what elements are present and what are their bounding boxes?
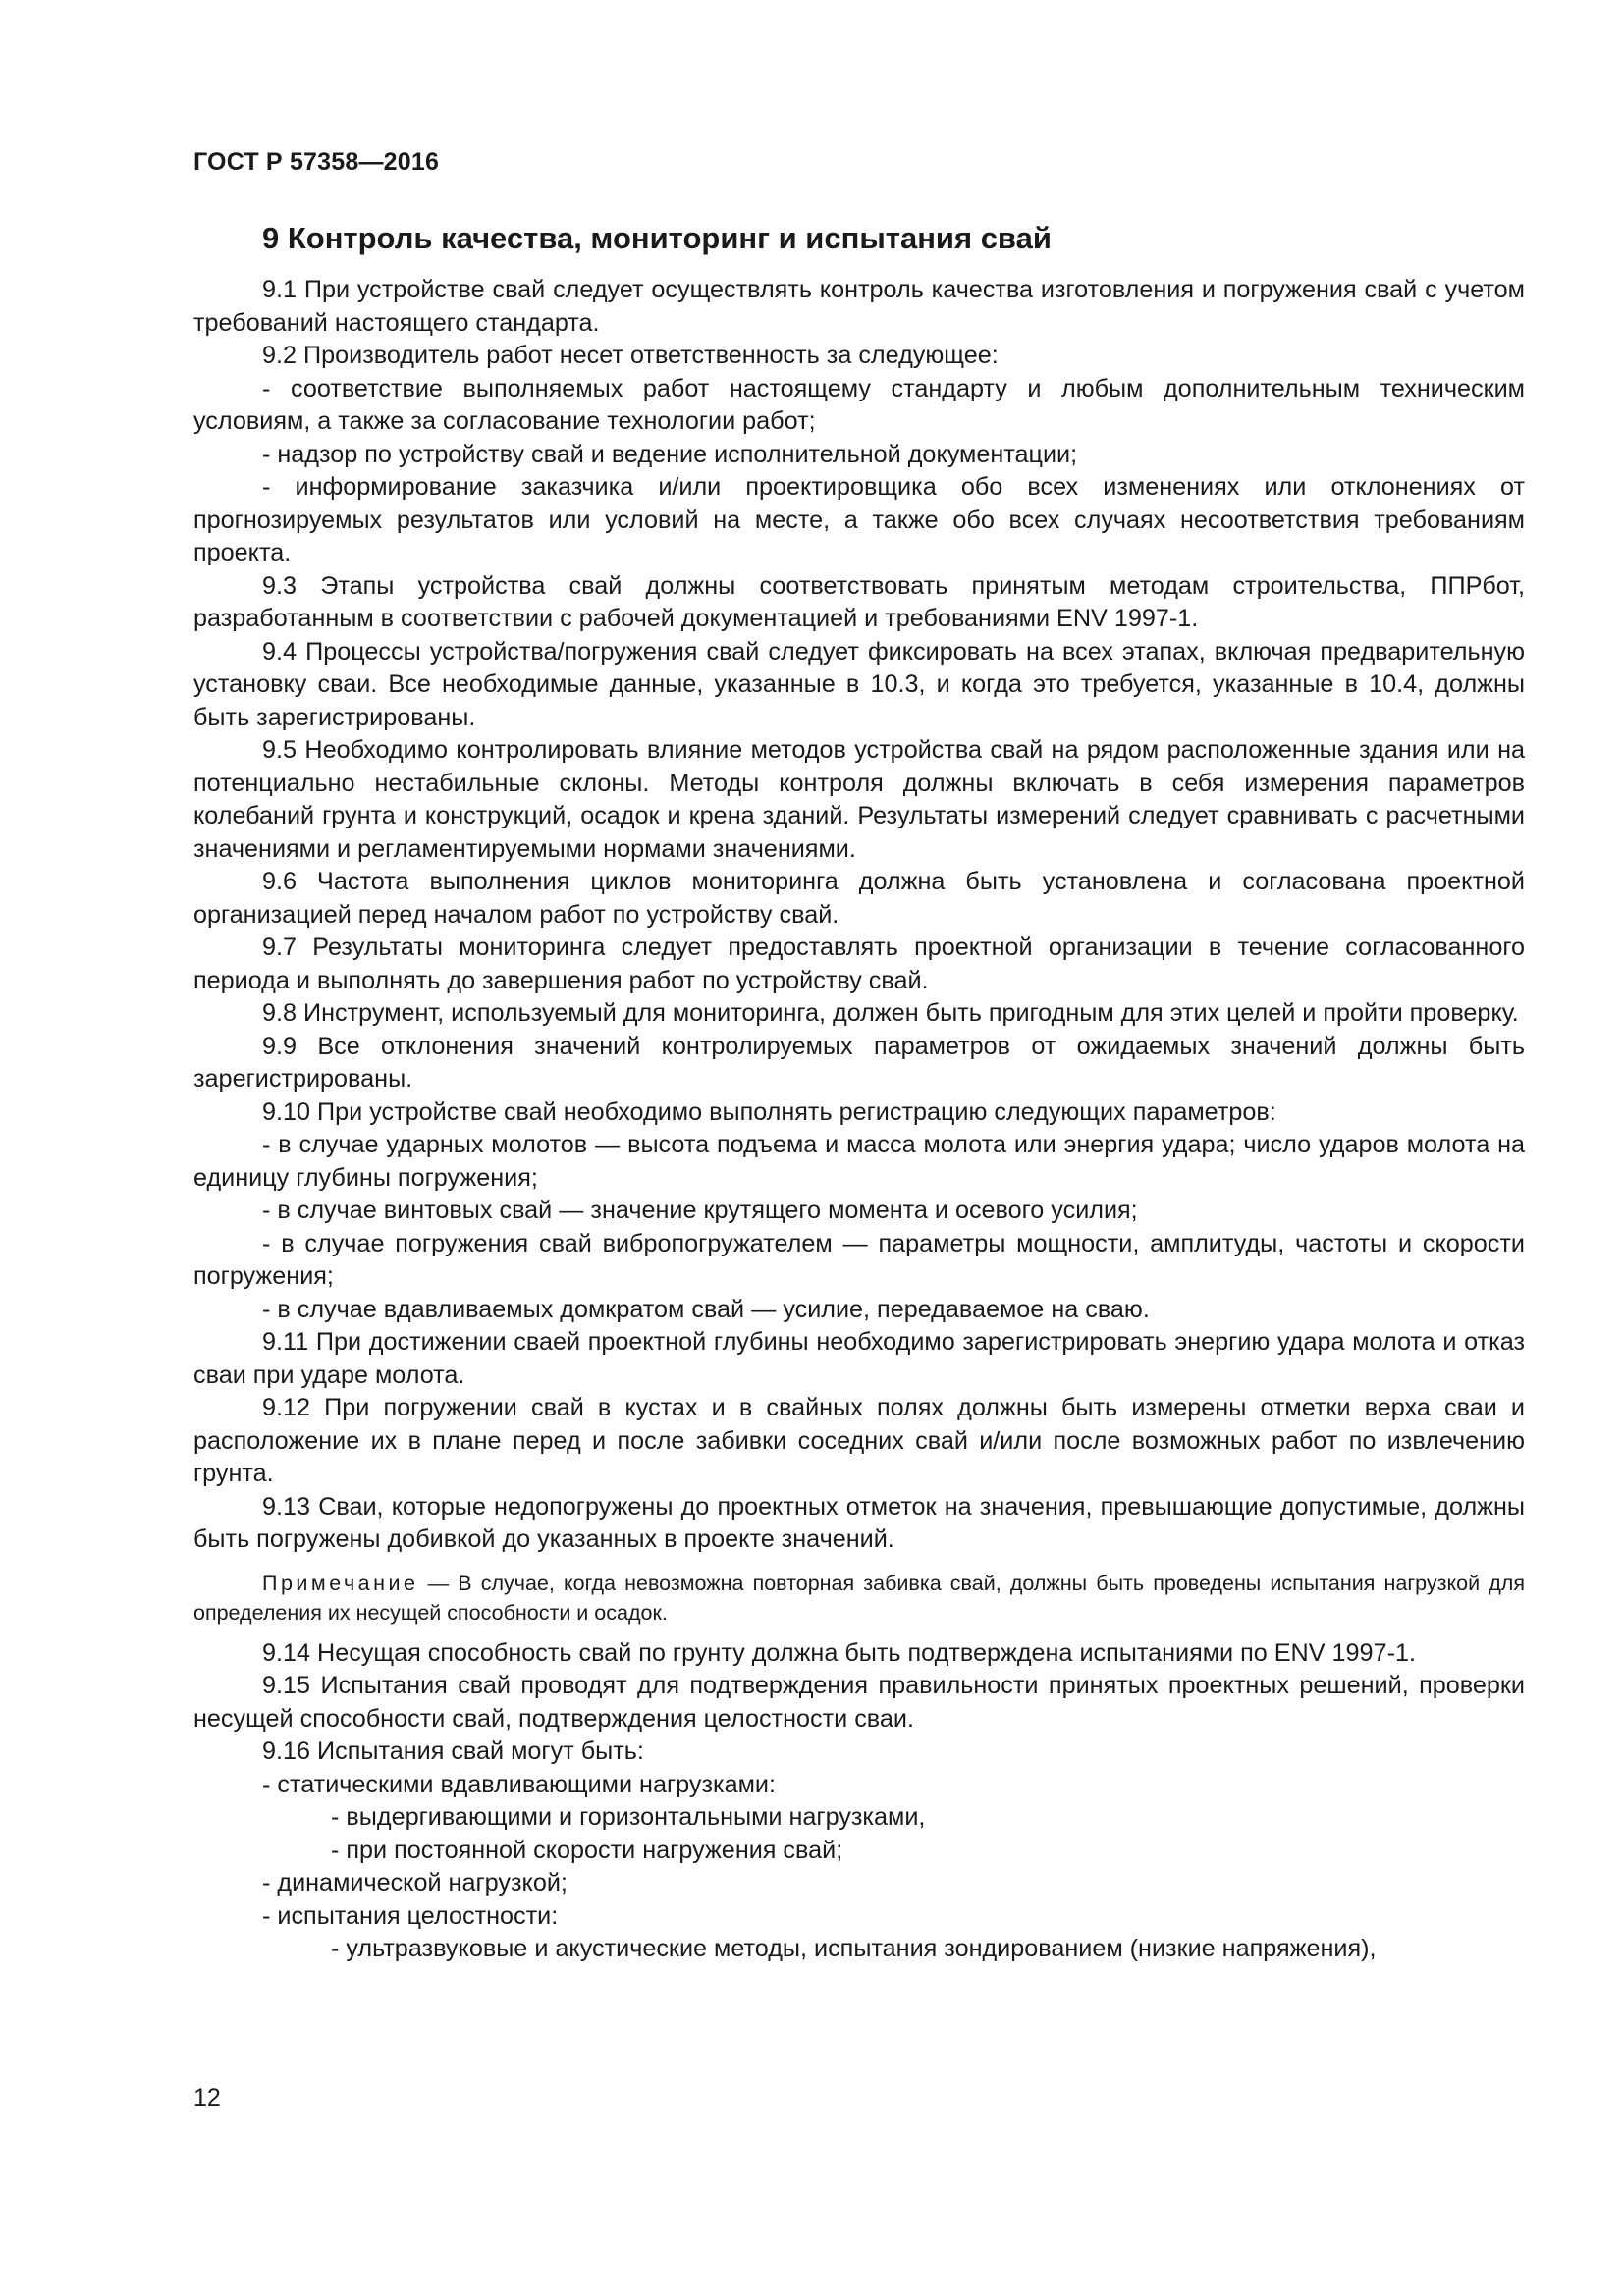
paragraph-9-1: 9.1 При устройстве свай следует осуществлять контроль качества изготовления и погружения свай с учетом требований настоящего стандарта. <box>193 276 1525 337</box>
note-text: — В случае, когда невозможна повторная забивка свай, должны быть проведены испытания нагрузкой для определения их несущей способности и осадок. <box>193 1571 1525 1625</box>
paragraph-9-4: 9.4 Процессы устройства/погружения свай следует фиксировать на всех этапах, включая предварительную установку сваи. Все необходимые данные, указанные в 10.3, и когда это требуется, указанные в 10.4, должны быть зарегистрированы. <box>193 637 1525 731</box>
list-subitem: - ультразвуковые и акустические методы, испытания зондированием (низкие напряжения), <box>331 1935 1377 1962</box>
paragraph-9-7: 9.7 Результаты мониторинга следует предоставлять проектной организации в течение согласованного периода и выполнять до завершения работ по устройству свай. <box>193 934 1525 994</box>
paragraph-9-12: 9.12 При погружении свай в кустах и в свайных полях должны быть измерены отметки верха сваи и расположение их в плане перед и после забивки соседних свай и/или после возможных работ по извлечению грунта. <box>193 1394 1525 1487</box>
list-item: - надзор по устройству свай и ведение исполнительной документации; <box>262 440 1078 468</box>
paragraph-9-10: 9.10 При устройстве свай необходимо выполнять регистрацию следующих параметров: <box>262 1097 1276 1126</box>
paragraph-9-8: 9.8 Инструмент, используемый для мониторинга, должен быть пригодным для этих целей и пройти проверку. <box>262 999 1519 1027</box>
list-item: - информирование заказчика и/или проектировщика обо всех изменениях или отклонениях от прогнозируемых результатов или условий на месте, а также обо всех случаях несоответствия требованиям проекта. <box>193 473 1525 566</box>
paragraph-9-2: 9.2 Производитель работ несет ответственность за следующее: <box>262 342 999 369</box>
paragraph-9-5: 9.5 Необходимо контролировать влияние методов устройства свай на рядом расположенные здания или на потенциально нестабильные склоны. Методы контроля должны включать в себя измерения параметров колебаний грунта и конструкций, осадок и крена зданий. Результаты измерений следует сравнивать с расчетными значениями и регламентируемыми нормами значениями. <box>193 736 1525 863</box>
paragraph-9-11: 9.11 При достижении сваей проектной глубины необходимо зарегистрировать энергию удара молота и отказ сваи при ударе молота. <box>193 1328 1525 1389</box>
list-item: - в случае ударных молотов — высота подъема и масса молота или энергия удара; число ударов молота на единицу глубины погружения; <box>193 1131 1525 1192</box>
list-item: - статическими вдавливающими нагрузками: <box>262 1770 776 1798</box>
paragraph-9-16: 9.16 Испытания свай могут быть: <box>262 1737 644 1765</box>
section-body <box>193 274 1525 1966</box>
list-subitem: - выдергивающими и горизонтальными нагрузками, <box>331 1803 926 1831</box>
list-item: - в случае вдавливаемых домкратом свай — усилие, передаваемое на сваю. <box>262 1295 1150 1323</box>
list-item: - соответствие выполняемых работ настоящему стандарту и любым дополнительным техническим условиям, а также за согласование технологии работ; <box>193 374 1525 435</box>
note <box>193 1569 1525 1628</box>
paragraph-9-3: 9.3 Этапы устройства свай должны соответствовать принятым методам строительства, ППРбот, разработанным в соответствии с рабочей документацией и требованиями ENV 1997-1. <box>193 571 1525 632</box>
paragraph-9-14: 9.14 Несущая способность свай по грунту должна быть подтверждена испытаниями по ENV 1997-1. <box>262 1638 1416 1667</box>
paragraph-9-15: 9.15 Испытания свай проводят для подтверждения правильности принятых проектных решений, проверки несущей способности свай, подтверждения целостности сваи. <box>193 1672 1525 1733</box>
list-item: - испытания целостности: <box>262 1901 559 1930</box>
document-page <box>193 147 1525 1966</box>
list-item: - динамической нагрузкой; <box>262 1869 568 1896</box>
list-item: - в случае винтовых свай — значение крутящего момента и осевого усилия; <box>262 1197 1138 1224</box>
paragraph-9-6: 9.6 Частота выполнения циклов мониторинга должна быть установлена и согласована проектной организацией перед началом работ по устройству свай. <box>193 868 1525 929</box>
list-item: - в случае погружения свай вибропогружателем — параметры мощности, амплитуды, частоты и скорости погружения; <box>193 1229 1525 1290</box>
list-subitem: - при постоянной скорости нагружения свай; <box>331 1836 843 1864</box>
page-number: 12 <box>193 2084 221 2111</box>
note-label: Примечание <box>262 1571 419 1595</box>
section-title: 9 Контроль качества, мониторинг и испытания свай <box>262 221 1052 255</box>
paragraph-9-13: 9.13 Сваи, которые недопогружены до проектных отметок на значения, превышающие допустимые, должны быть погружены добивкой до указанных в проекте значений. <box>193 1492 1525 1553</box>
document-code: ГОСТ Р 57358—2016 <box>193 148 440 176</box>
paragraph-9-9: 9.9 Все отклонения значений контролируемых параметров от ожидаемых значений должны быть зарегистрированы. <box>193 1032 1525 1093</box>
